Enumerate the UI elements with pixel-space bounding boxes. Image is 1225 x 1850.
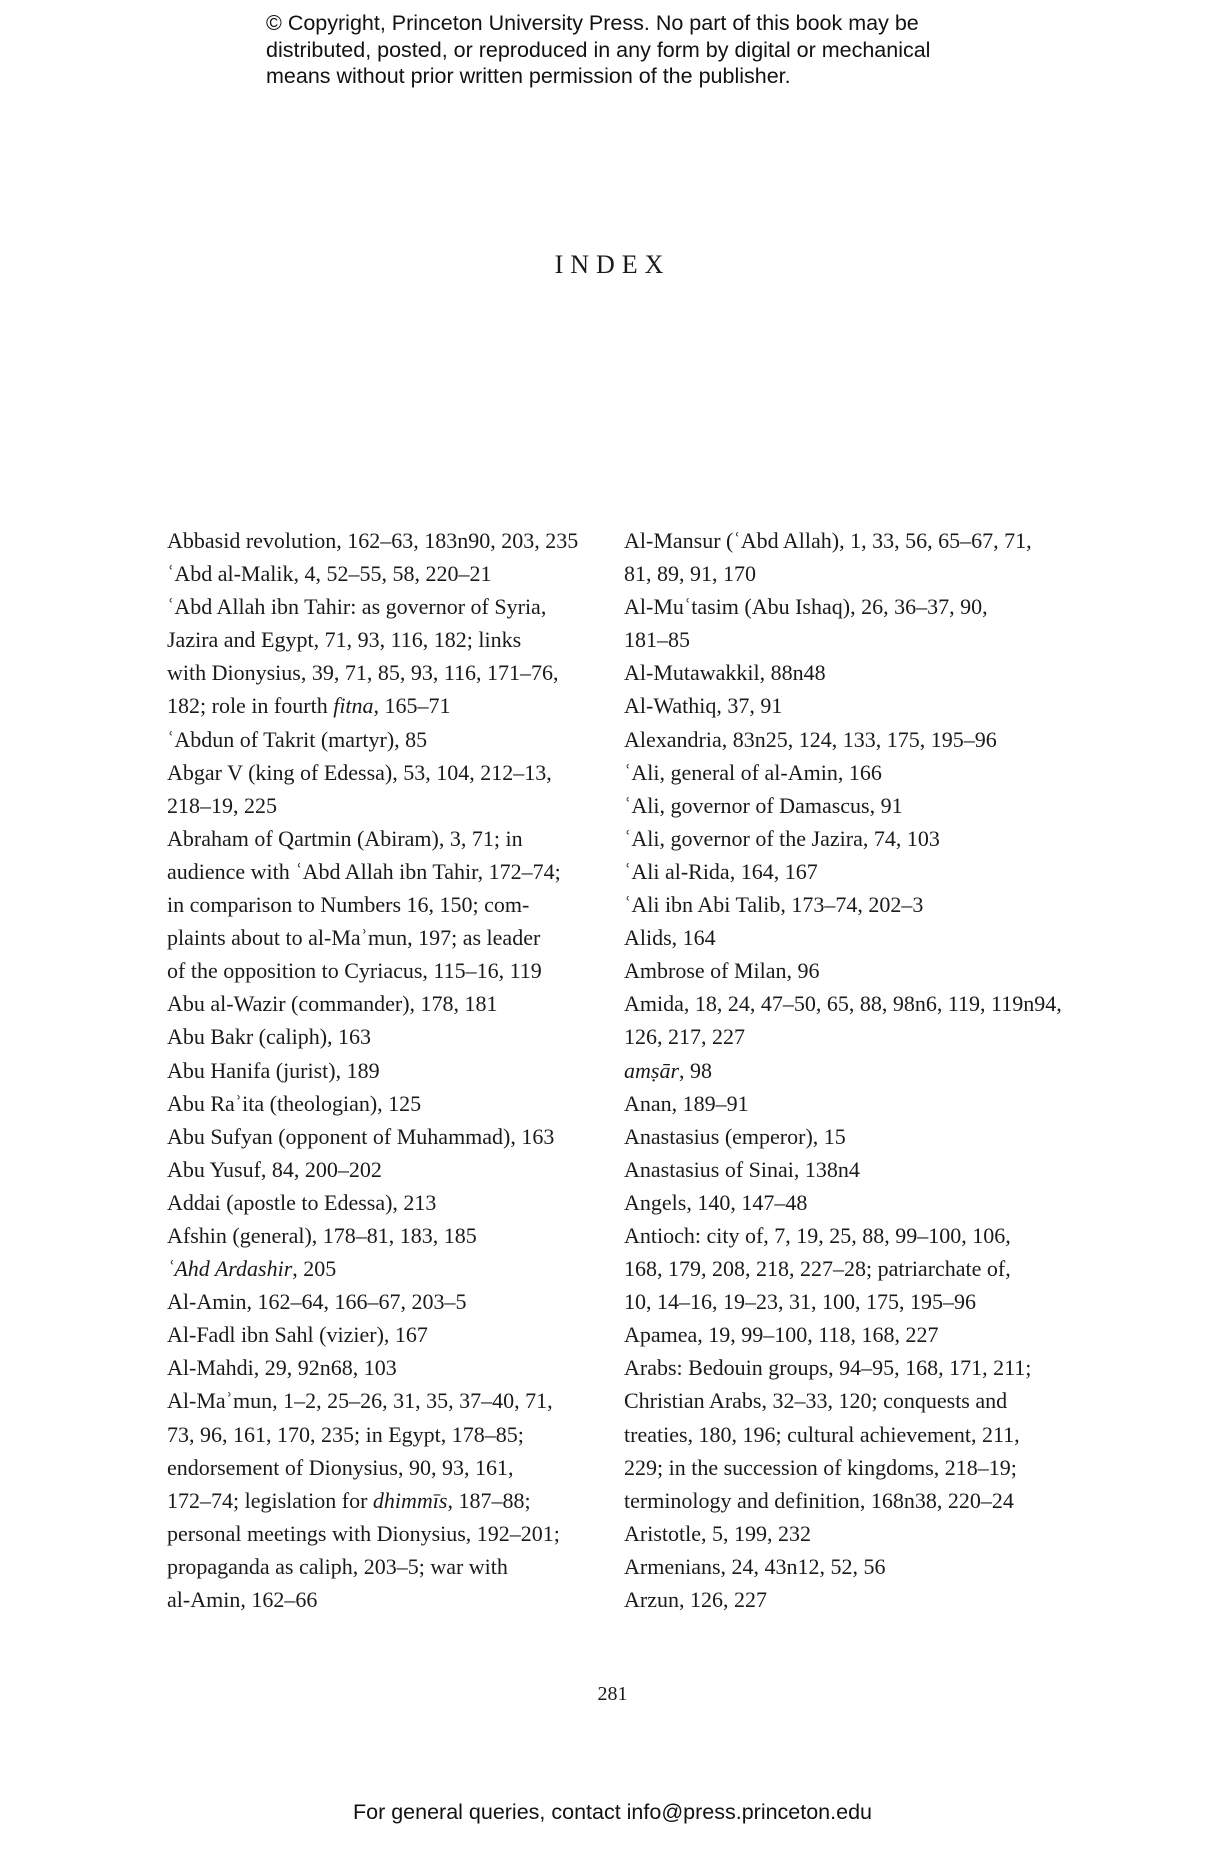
index-entry-line: Arzun, 126, 227 [624,1587,767,1612]
index-entry [624,723,1049,756]
index-entry-line: Abbasid revolution, 162–63, 183n90, 203, 235 [167,528,579,553]
index-entry [167,1020,587,1053]
index-entry-line: with Dionysius, 39, 71, 85, 93, 116, 171–76, [167,660,559,686]
copyright-notice [266,10,1026,90]
index-entry [167,590,587,722]
index-entry [624,1153,1049,1186]
index-entry-line: Alids, 164 [624,925,716,951]
index-entry [167,557,587,590]
index-entry-line: ʿAli, general of al-Amin, 166 [624,759,882,785]
page-number: 281 [597,1683,628,1705]
footer-contact: For general queries, contact info@press.princeton.edu [352,1800,872,1824]
index-entry [624,524,1049,590]
index-entry-line: Abu Yusuf, 84, 200–202 [167,1156,382,1182]
page-title: INDEX [554,250,671,279]
index-entry [167,1351,587,1384]
index-entry [624,590,1049,656]
index-entry [167,723,587,756]
index-entry-line: 73, 96, 161, 170, 235; in Egypt, 178–85; [167,1421,524,1447]
index-entry-line: Alexandria, 83n25, 124, 133, 175, 195–96 [624,726,997,752]
index-entry [624,822,1049,855]
index-entry [167,987,587,1020]
index-entry [167,756,587,822]
index-entry-line: Addai (apostle to Edessa), 213 [167,1189,437,1215]
index-entry-line: Jazira and Egypt, 71, 93, 116, 182; links [167,627,522,653]
index-entry [167,1120,587,1153]
index-entry-line: Christian Arabs, 32–33, 120; conquests and [624,1388,1008,1414]
index-entry-line: of the opposition to Cyriacus, 115–16, 119 [167,958,542,984]
index-entry-line: Abu Hanifa (jurist), 189 [167,1057,380,1083]
index-entry [167,1153,587,1186]
index-entry-line: 81, 89, 91, 170 [624,561,756,587]
index-entry-line: Abgar V (king of Edessa), 53, 104, 212–13, [167,759,552,785]
index-entry-line: 218–19, 225 [167,792,277,818]
index-entry-line: 229; in the succession of kingdoms, 218–19; [624,1454,1017,1480]
index-column-right [624,524,1062,1616]
index-entry-line: 126, 217, 227 [624,1024,745,1050]
index-entry-line: Abu Sufyan (opponent of Muhammad), 163 [167,1123,555,1149]
index-entry-line: terminology and definition, 168n38, 220–24 [624,1487,1014,1513]
index-entry-line: ʿAbdun of Takrit (martyr), 85 [167,726,428,752]
index-entry [624,855,1049,888]
index-entry-line: Al-Wathiq, 37, 91 [624,693,783,719]
index-entry [167,822,587,987]
index-entry-line: Abraham of Qartmin (Abiram), 3, 71; in [167,825,523,851]
index-entry-line: Al-Mansur (ʿAbd Allah), 1, 33, 56, 65–67, 71, [624,528,1032,553]
index-entry [624,656,1049,689]
index-entry-line: Al-Mahdi, 29, 92n68, 103 [167,1355,397,1381]
index-entry-line: ʿAli, governor of Damascus, 91 [624,792,903,818]
index-entry-line: Abu al-Wazir (commander), 178, 181 [167,991,498,1017]
index-entry-line: in comparison to Numbers 16, 150; com- [167,892,530,918]
index-entry-line: 168, 179, 208, 218, 227–28; patriarchate of, [624,1256,1011,1282]
index-entry-line: Armenians, 24, 43n12, 52, 56 [624,1553,886,1579]
index-entry [167,1318,587,1351]
index-entry [167,1285,587,1318]
index-entry-line: 182; role in fourth fitna, 165–71 [167,693,451,719]
index-column-left [167,524,587,1616]
index-entry-line: 172–74; legislation for dhimmīs, 187–88; [167,1487,531,1513]
index-entry-line: Al-Amin, 162–64, 166–67, 203–5 [167,1289,467,1315]
index-entry-line: Ambrose of Milan, 96 [624,958,820,984]
index-entry [624,1054,1049,1087]
index-entry-line: Apamea, 19, 99–100, 118, 168, 227 [624,1322,939,1348]
index-entry-line: endorsement of Dionysius, 90, 93, 161, [167,1454,514,1480]
index-entry-line: Angels, 140, 147–48 [624,1189,808,1215]
index-entry [624,1351,1049,1516]
index-entry [624,1219,1049,1318]
index-entry-line: ʿAli, governor of the Jazira, 74, 103 [624,825,940,851]
index-entry-line: al-Amin, 162–66 [167,1587,318,1612]
index-entry [624,789,1049,822]
index-entry-line: Abu Raʾita (theologian), 125 [167,1090,422,1116]
index-entry-line: Aristotle, 5, 199, 232 [624,1520,811,1546]
index-entry [624,756,1049,789]
index-entry-line: 10, 14–16, 19–23, 31, 100, 175, 195–96 [624,1289,976,1315]
index-entry-line: propaganda as caliph, 203–5; war with [167,1553,508,1579]
index-entry [624,1186,1049,1219]
index-entry [167,1384,587,1616]
index-entry [624,987,1062,1053]
index-entry-line: Abu Bakr (caliph), 163 [167,1024,372,1050]
index-entry-line: treaties, 180, 196; cultural achievement, 211, [624,1421,1020,1447]
index-entry-line: Afshin (general), 178–81, 183, 185 [167,1222,477,1248]
index-entry-line: Anan, 189–91 [624,1090,749,1116]
index-entry [167,1219,587,1252]
index-entry-line: plaints about to al-Maʾmun, 197; as leader [167,925,541,951]
index-entry-line: Amida, 18, 24, 47–50, 65, 88, 98n6, 119, 119n94, [624,991,1062,1017]
index-entry-line: Al-Maʾmun, 1–2, 25–26, 31, 35, 37–40, 71, [167,1388,553,1414]
index-entry-line: Antioch: city of, 7, 19, 25, 88, 99–100, 106, [624,1222,1011,1248]
copyright-line: distributed, posted, or reproduced in any form by digital or mechanical [266,37,931,62]
index-entry [167,1252,587,1285]
index-entry-line: audience with ʿAbd Allah ibn Tahir, 172–74; [167,858,561,884]
index-entry-line: ʿAli al-Rida, 164, 167 [624,858,818,884]
index-entry [624,1517,1049,1550]
index-entry-line: 181–85 [624,627,690,653]
index-entry [167,524,587,557]
index-entry-line: ʿAbd Allah ibn Tahir: as governor of Syria, [167,594,547,620]
index-entry-line: personal meetings with Dionysius, 192–201; [167,1520,560,1546]
index-entry-line: Al-Muʿtasim (Abu Ishaq), 26, 36–37, 90, [624,594,988,620]
index-entry-line: Anastasius (emperor), 15 [624,1123,846,1149]
index-entry [624,888,1049,921]
index-entry-line: Al-Fadl ibn Sahl (vizier), 167 [167,1322,428,1348]
copyright-line: © Copyright, Princeton University Press. No part of this book may be [266,11,919,35]
index-entry-line: ʿAbd al-Malik, 4, 52–55, 58, 220–21 [167,561,492,587]
index-entry [167,1186,587,1219]
index-entry-line: ʿAhd Ardashir, 205 [167,1256,337,1282]
index-entry [624,1550,1049,1583]
index-entry-line: Al-Mutawakkil, 88n48 [624,660,826,686]
index-entry [167,1054,587,1087]
index-entry [624,1120,1049,1153]
index-entry [167,1087,587,1120]
index-entry [624,954,1049,987]
index-entry [624,1583,1049,1616]
index-entry [624,1087,1049,1120]
index-entry [624,1318,1049,1351]
copyright-line: means without prior written permission of the publisher. [266,64,791,88]
index-entry [624,921,1049,954]
index-entry-line: ʿAli ibn Abi Talib, 173–74, 202–3 [624,892,924,918]
index-entry [624,689,1049,722]
index-entry-line: Anastasius of Sinai, 138n4 [624,1156,860,1182]
index-entry-line: Arabs: Bedouin groups, 94–95, 168, 171, 211; [624,1355,1032,1381]
index-entry-line: amṣār, 98 [624,1057,713,1083]
